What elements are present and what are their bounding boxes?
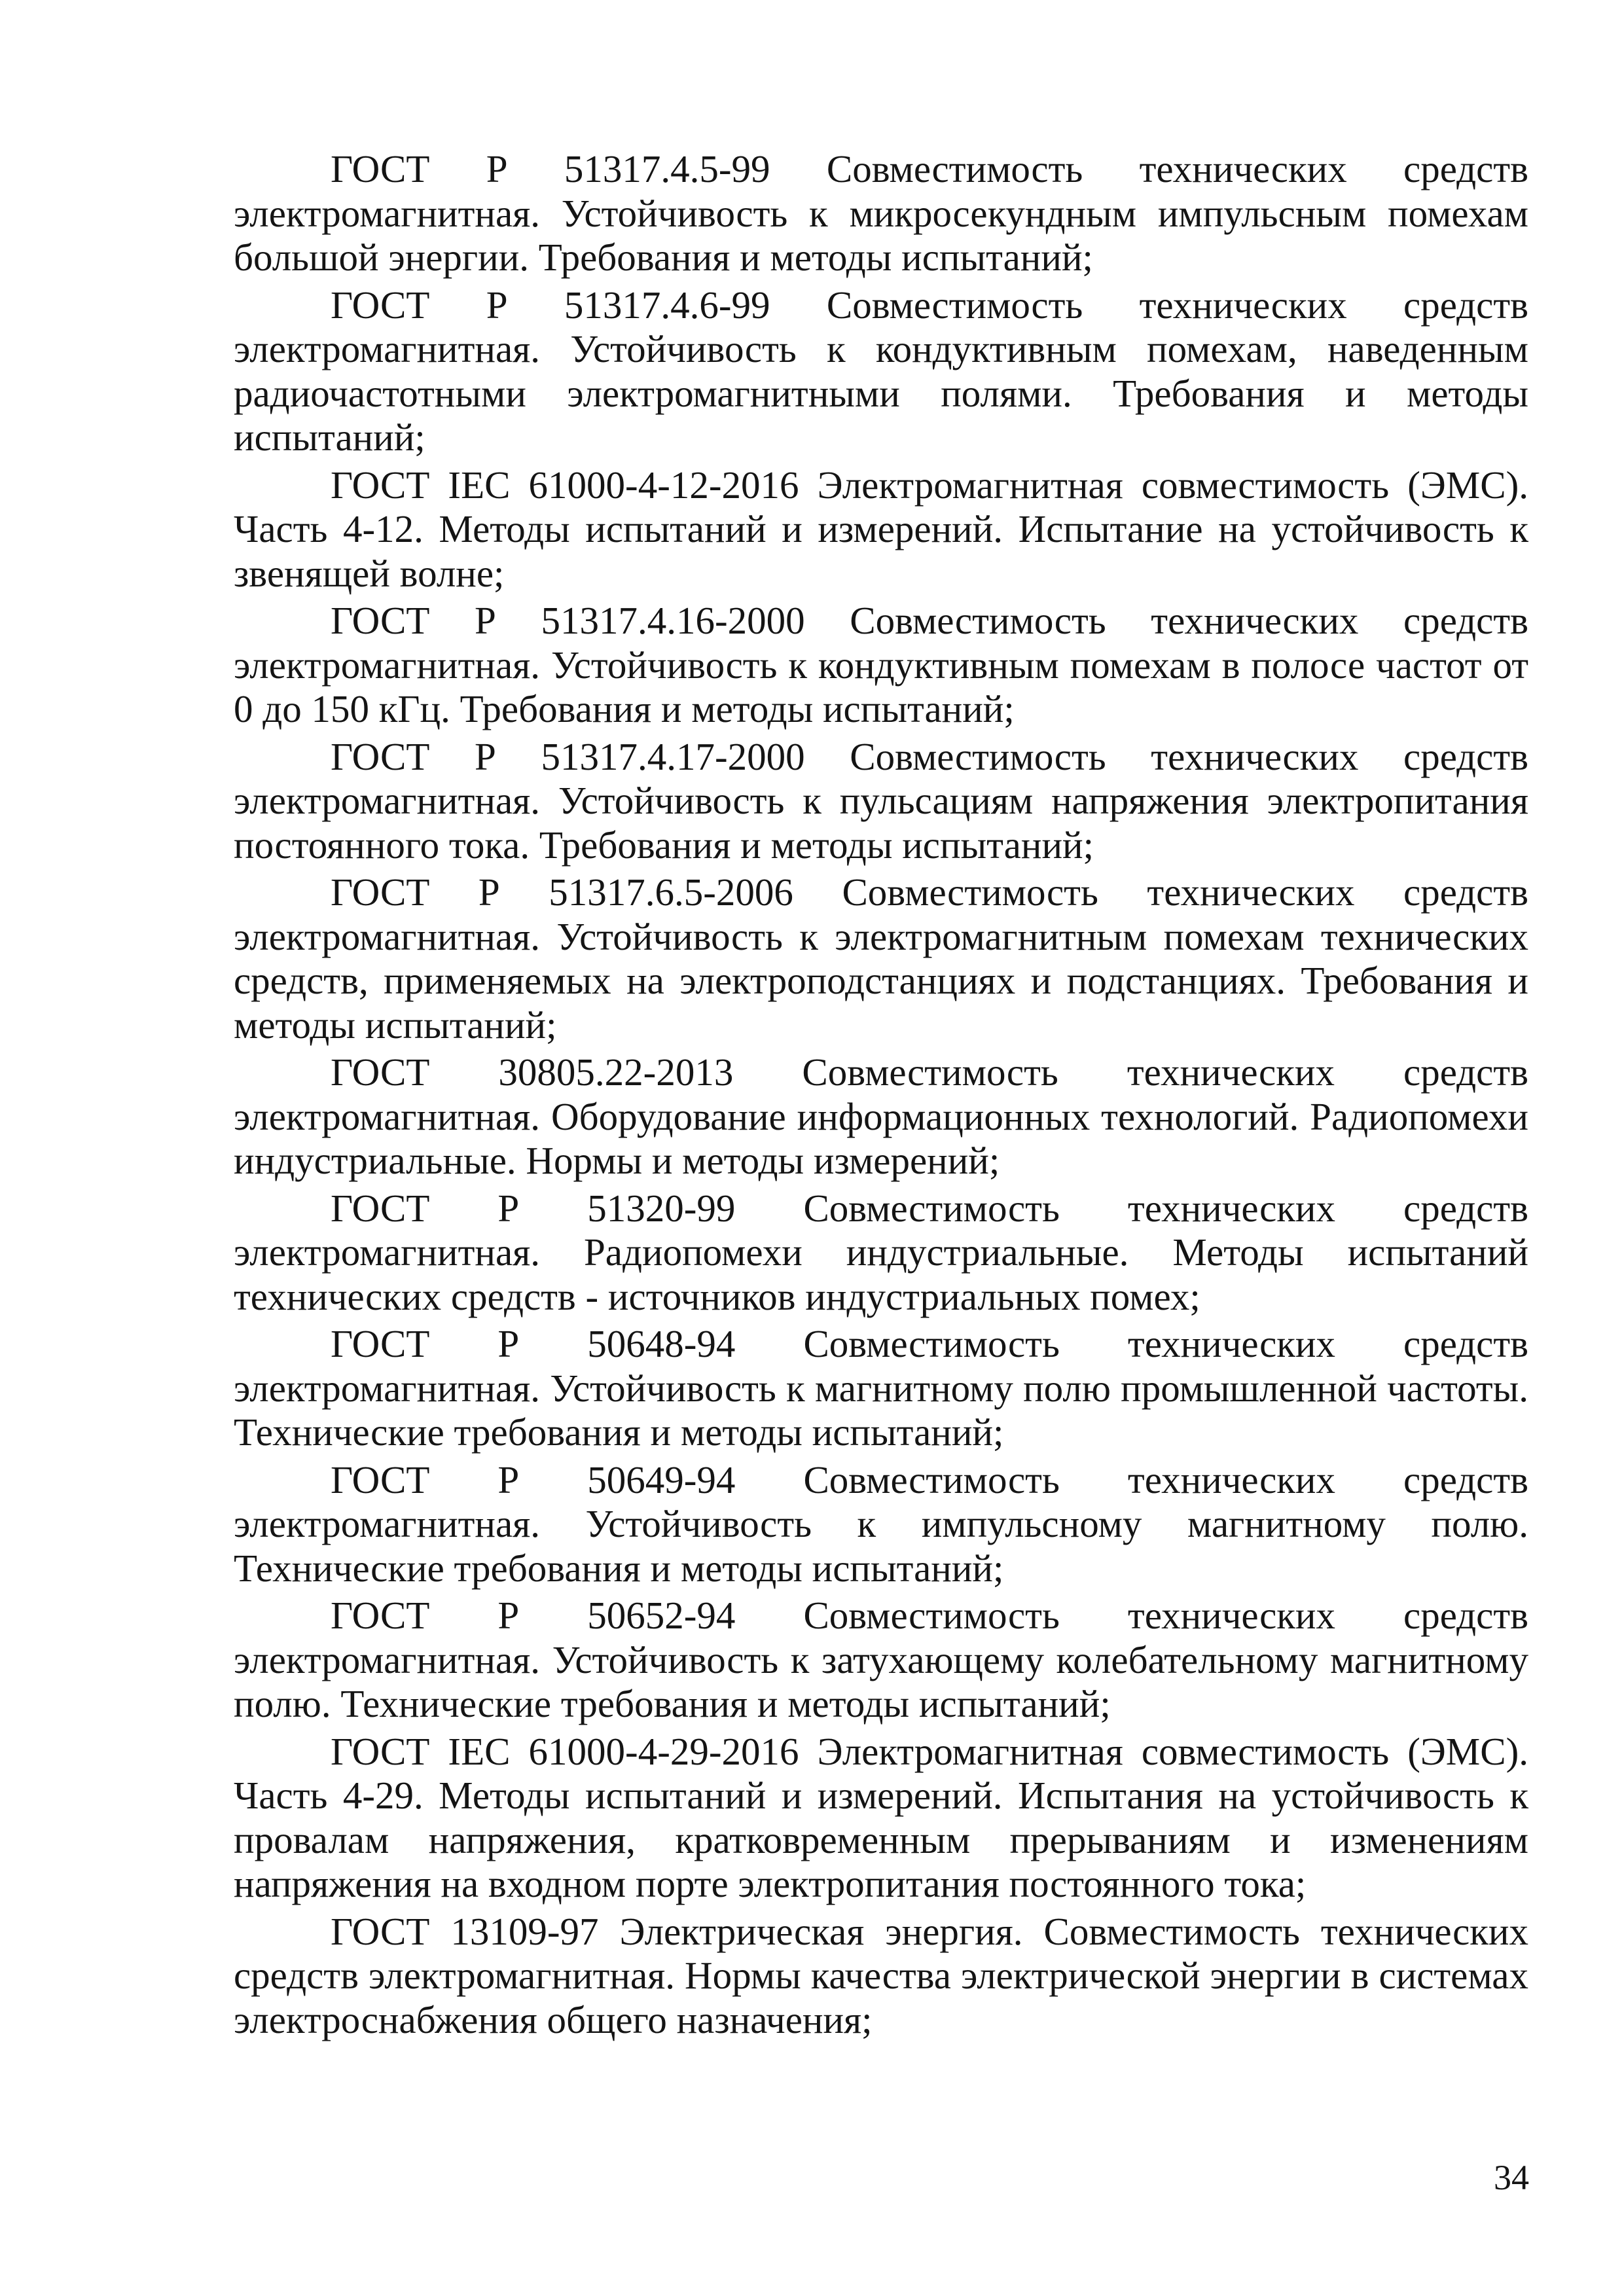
reference-item: ГОСТ Р 51317.6.5-2006 Совместимость технических средств электромагнитная. Устойчивость к электромагнитным помехам технических средств, применяемых на электроподстанциях и подстанциях. Требования и методы испытаний; bbox=[234, 870, 1528, 1047]
page-number: 34 bbox=[1494, 2158, 1529, 2197]
reference-item: ГОСТ Р 51320-99 Совместимость технических средств электромагнитная. Радиопомехи индустриальные. Методы испытаний технических средств - источников индустриальных помех; bbox=[234, 1186, 1528, 1318]
reference-item: ГОСТ 30805.22-2013 Совместимость технических средств электромагнитная. Оборудование информационных технологий. Радиопомехи индустриальные. Нормы и методы измерений; bbox=[234, 1050, 1528, 1182]
reference-item: ГОСТ IEC 61000-4-12-2016 Электромагнитная совместимость (ЭМС). Часть 4-12. Методы испытаний и измерений. Испытание на устойчивость к звенящей волне; bbox=[234, 463, 1528, 595]
reference-item: ГОСТ Р 51317.4.16-2000 Совместимость технических средств электромагнитная. Устойчивость к кондуктивным помехам в полосе частот от 0 до 150 кГц. Требования и методы испытаний; bbox=[234, 599, 1528, 730]
reference-item: ГОСТ Р 51317.4.5-99 Совместимость технических средств электромагнитная. Устойчивость к микросекундным импульсным помехам большой энергии. Требования и методы испытаний; bbox=[234, 147, 1528, 279]
reference-item: ГОСТ Р 51317.4.6-99 Совместимость технических средств электромагнитная. Устойчивость к кондуктивным помехам, наведенным радиочастотными электромагнитными полями. Требования и методы испытаний; bbox=[234, 283, 1528, 459]
reference-item: ГОСТ Р 50648-94 Совместимость технических средств электромагнитная. Устойчивость к магнитному полю промышленной частоты. Технические требования и методы испытаний; bbox=[234, 1322, 1528, 1454]
reference-item: ГОСТ Р 50652-94 Совместимость технических средств электромагнитная. Устойчивость к затухающему колебательному магнитному полю. Технические требования и методы испытаний; bbox=[234, 1594, 1528, 1725]
reference-item: ГОСТ Р 50649-94 Совместимость технических средств электромагнитная. Устойчивость к импульсному магнитному полю. Технические требования и методы испытаний; bbox=[234, 1458, 1528, 1590]
reference-item: ГОСТ IEC 61000-4-29-2016 Электромагнитная совместимость (ЭМС). Часть 4-29. Методы испытаний и измерений. Испытания на устойчивость к провалам напряжения, кратковременным прерываниям и изменениям напряжения на входном порте электропитания постоянного тока; bbox=[234, 1729, 1528, 1905]
reference-item: ГОСТ Р 51317.4.17-2000 Совместимость технических средств электромагнитная. Устойчивость к пульсациям напряжения электропитания постоянного тока. Требования и методы испытаний; bbox=[234, 734, 1528, 867]
references-list bbox=[234, 147, 1528, 2045]
reference-item: ГОСТ 13109-97 Электрическая энергия. Совместимость технических средств электромагнитная. Нормы качества электрической энергии в системах электроснабжения общего назначения; bbox=[234, 1909, 1528, 2041]
